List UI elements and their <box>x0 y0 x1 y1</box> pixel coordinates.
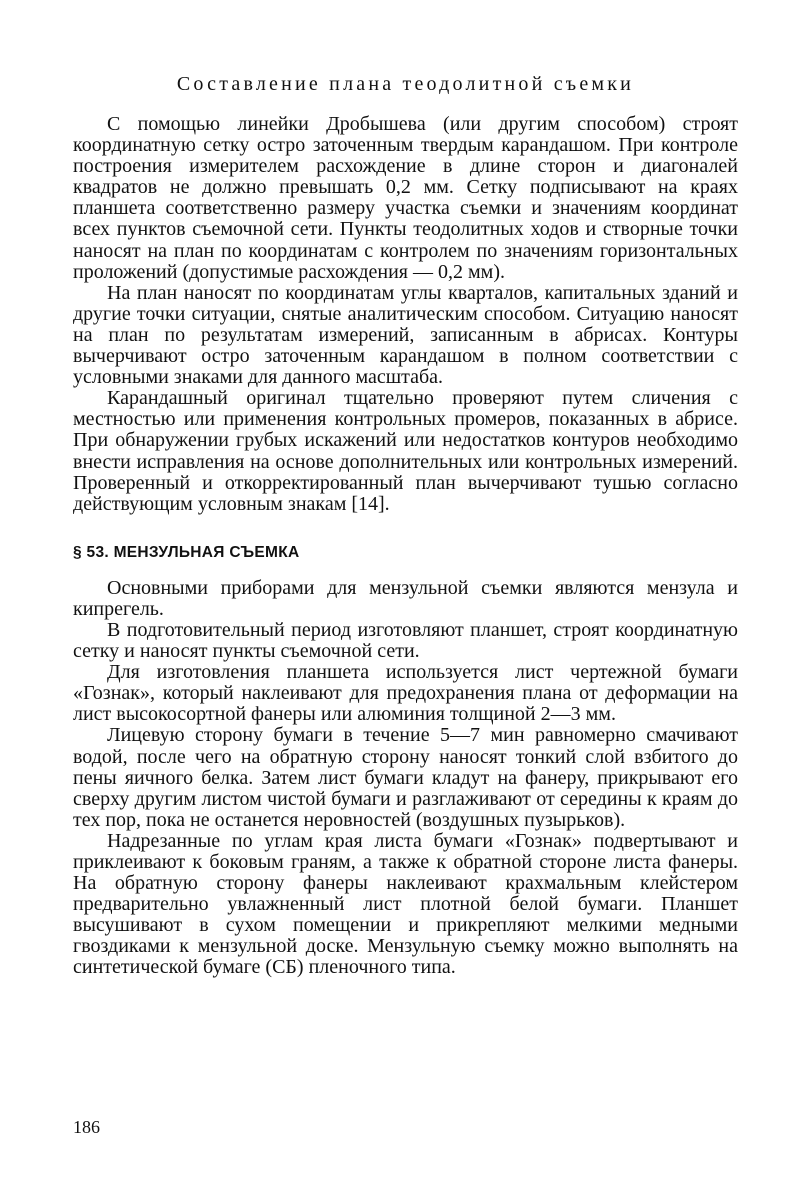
paragraph: Для изготовления планшета используется лист чертежной бумаги «Гознак», который наклеивают для предохранения плана от деформации на лист высокосортной фанеры или алюминия толщиной 2—3 мм. <box>73 661 738 726</box>
paragraph: Надрезанные по углам края листа бумаги «Гознак» подвертывают и приклеивают к боковым граням, а также к обратной стороне листа фанеры. На обратную сторону фанеры наклеивают крахмальным клейстером предварительно увлажненный лист плотной белой бумаги. Планшет высушивают в сухом помещении и прикрепляют мелкими медными гвоздиками к мензульной доске. Мензульную съемку можно выполнять на синтетической бумаге (СБ) пленочного типа. <box>73 829 738 979</box>
paragraph: Основными приборами для мензульной съемки являются мензула и кипрегель. <box>73 576 738 620</box>
section-title: § 53. МЕНЗУЛЬНАЯ СЪЕМКА <box>73 543 300 561</box>
paragraph: С помощью линейки Дробышева (или другим способом) строят координатную сетку остро заточенным твердым карандашом. При контроле построения измерителем расхождение в длине сторон и диагоналей квадратов не должно превышать 0,2 мм. Сетку подписывают на краях планшета соответственно размеру участка съемки и значениям координат всех пунктов съемочной сети. Пункты теодолитных ходов и створные точки наносят на план по координатам с контролем по значениям горизонтальных проложений (допустимые расхождения — 0,2 мм). <box>73 113 738 283</box>
subsection-heading: Составление плана теодолитной съемки <box>176 73 635 95</box>
paragraph: Карандашный оригинал тщательно проверяют путем сличения с местностью или применения контрольных промеров, показанных в абрисе. При обнаружении грубых искажений или недостатков контуров необходимо внести исправления на основе дополнительных или контрольных измерений. Проверенный и откорректированный план вычерчивают тушью согласно действующим условным знакам [14]. <box>73 387 738 515</box>
paragraph: На план наносят по координатам углы кварталов, капитальных зданий и другие точки ситуации, снятые аналитическим способом. Ситуацию наносят на план по результатам измерений, записанным в абрисах. Контуры вычерчивают остро заточенным карандашом в полном соответствии с условными знаками для данного масштаба. <box>73 281 738 389</box>
paragraph: В подготовительный период изготовляют планшет, строят координатную сетку и наносят пункты съемочной сети. <box>73 618 738 663</box>
document-page <box>73 70 738 979</box>
page-number: 186 <box>73 1117 100 1137</box>
paragraph: Лицевую сторону бумаги в течение 5—7 мин равномерно смачивают водой, после чего на обратную сторону наносят тонкий слой взбитого до пены яичного белка. Затем лист бумаги кладут на фанеру, прикрывают его сверху другим листом чистой бумаги и разглаживают от середины к краям до тех пор, пока не останется неровностей (воздушных пузырьков). <box>73 724 738 831</box>
